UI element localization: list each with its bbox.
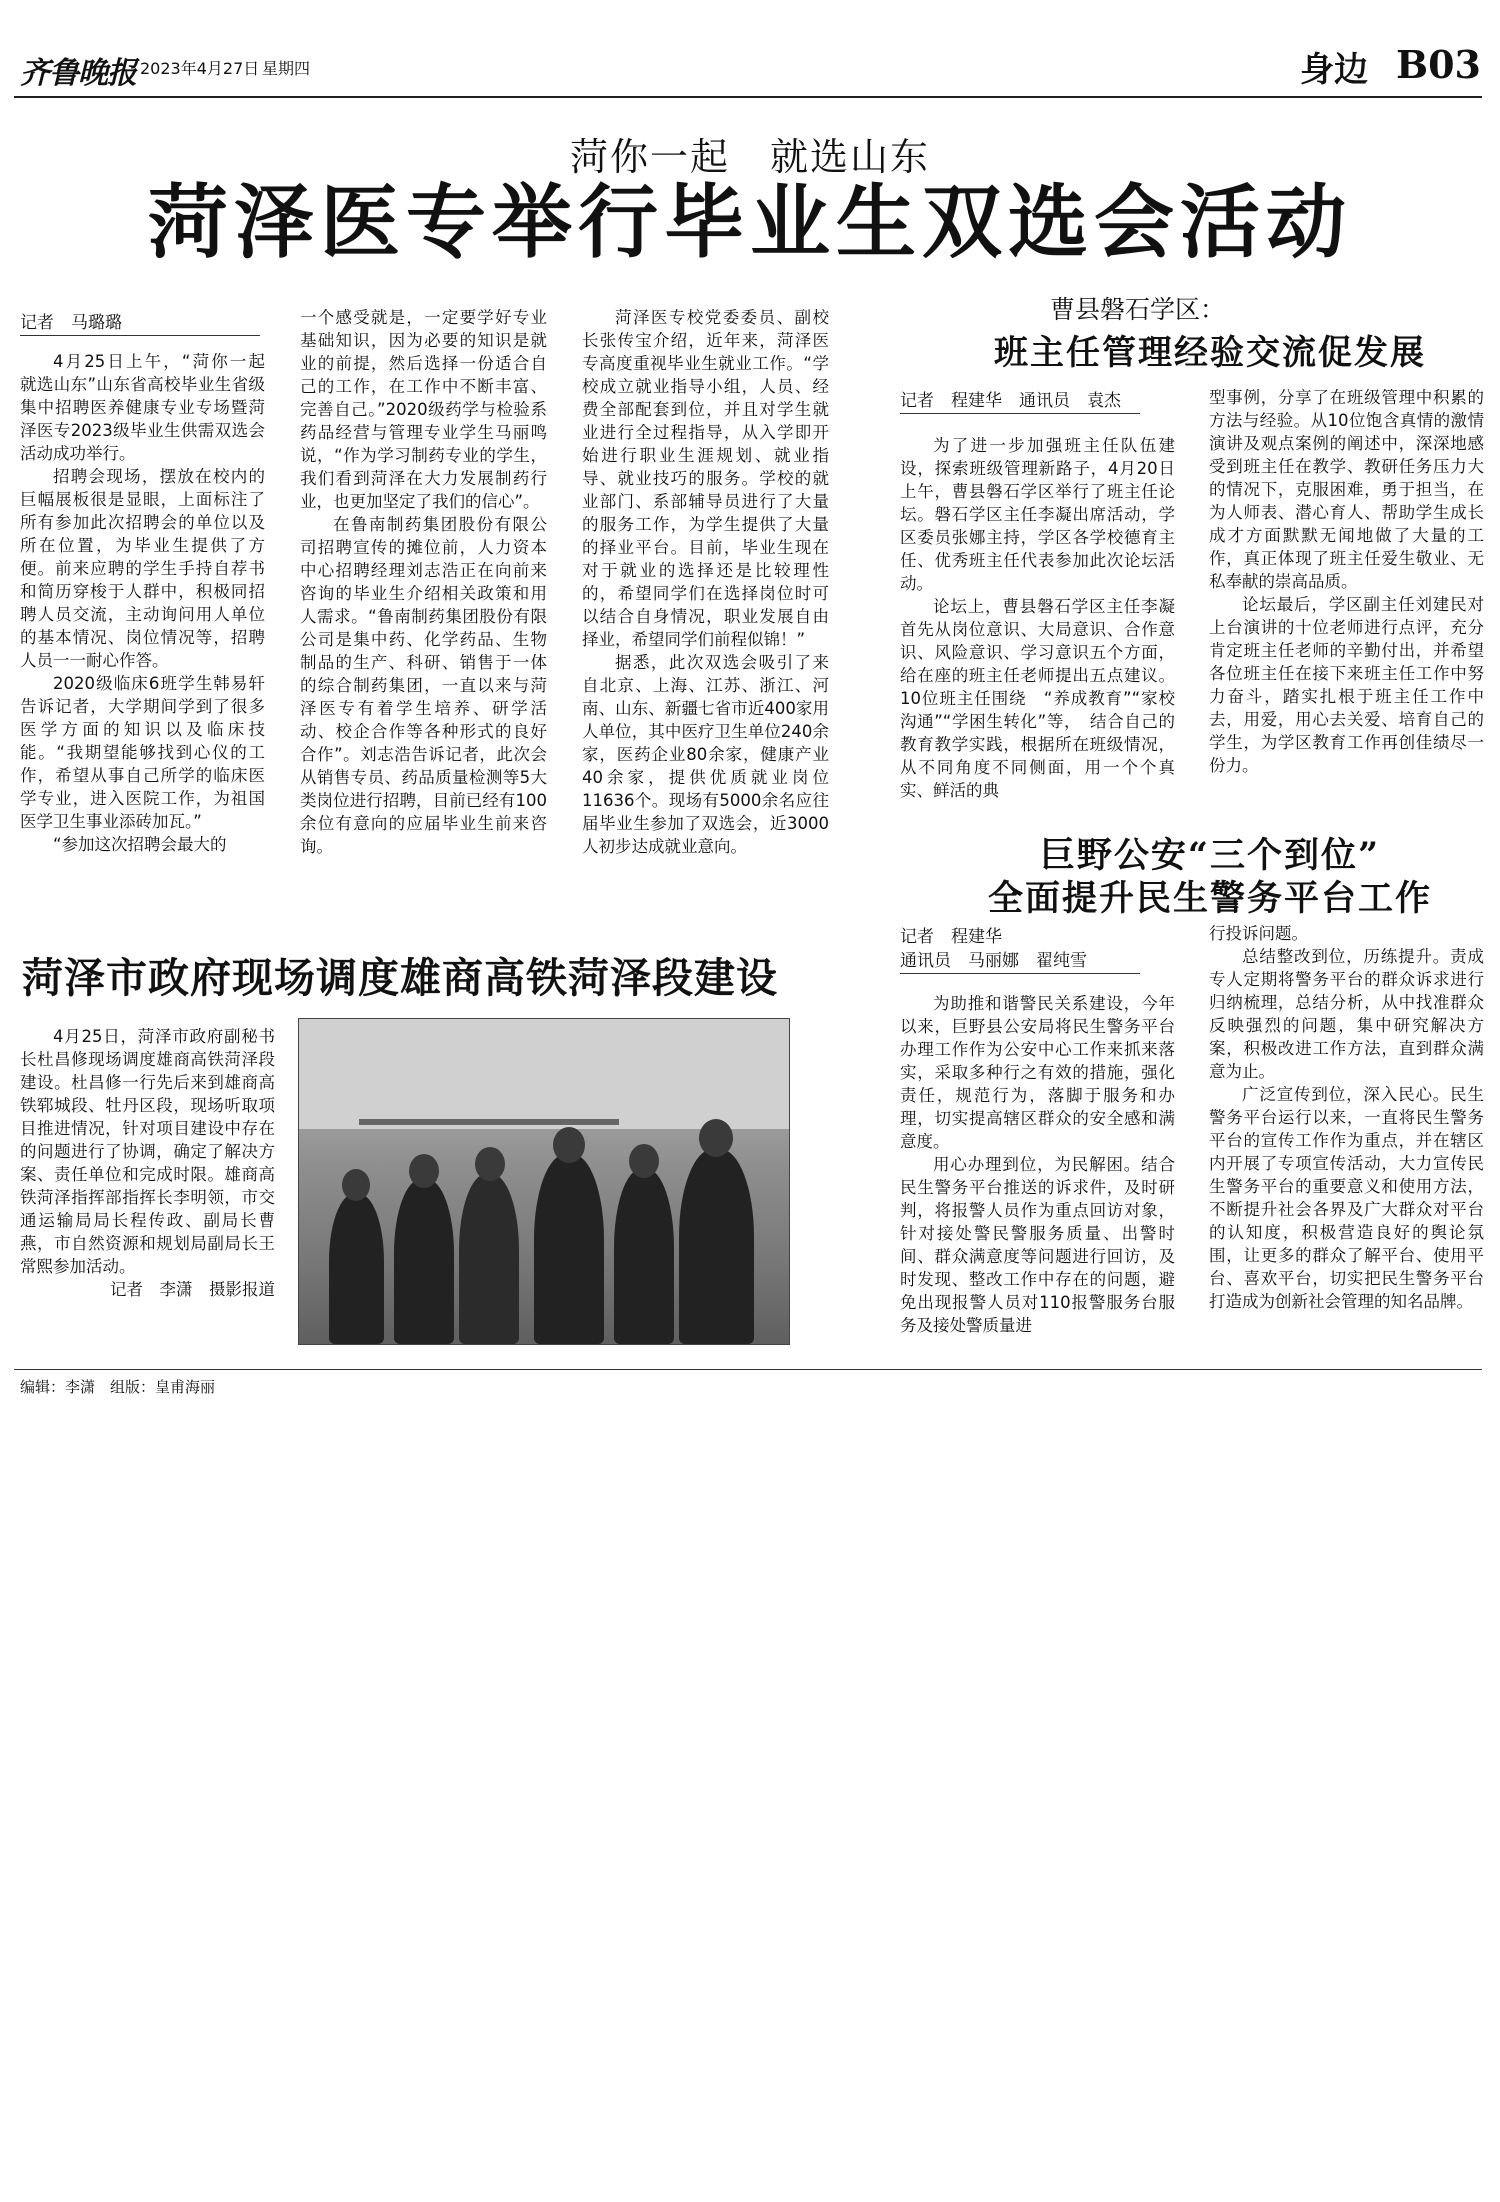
issue-weekday: 星期四 [262, 59, 311, 78]
masthead-rule [14, 96, 1482, 98]
photo-head [342, 1169, 370, 1201]
page-number: B03 [1396, 42, 1481, 87]
article1-column-3 [582, 306, 829, 858]
article1-byline: 记者 马璐璐 [20, 308, 260, 336]
photo-person [534, 1154, 604, 1344]
article1-kicker: 菏你一起 就选山东 [569, 135, 930, 179]
photo-person [394, 1179, 454, 1344]
paragraph: 招聘会现场，摆放在校内的巨幅展板很是显眼，上面标注了所有参加此次招聘会的单位以及所在位置，为毕业生提供了方便。前来应聘的学生手持自荐书和简历穿梭于人群中，积极同招聘人员交流，主动询问用人单位的基本情况、岗位情况等，招聘人员一一耐心作答。 [20, 467, 265, 670]
section-name: 身边 [1300, 50, 1368, 90]
paragraph: 4月25日上午，“菏你一起 就选山东”山东省高校毕业生省级集中招聘医养健康专业专场暨菏泽医专2023级毕业生供需双选会活动成功举行。 [20, 352, 282, 463]
paragraph: 行投诉问题。 [1209, 924, 1308, 943]
paragraph: “参加这次招聘会最大的 [53, 835, 227, 854]
photo-head [699, 1119, 733, 1157]
article4-byline-correspondents: 通讯员 马丽娜 翟纯雪 [900, 946, 1140, 974]
photo-head [475, 1147, 505, 1181]
newspaper-logo: 齐鲁晚报 [20, 56, 136, 91]
paragraph: 用心办理到位，为民解困。结合民生警务平台推送的诉求件，及时研判，将报警人员作为重点回访对象，针对接处警民警服务质量、出警时间、群众满意度等问题进行回访，及时发现、整改工作中存在的问题，避免出现报警人员对110报警服务台服务及接处警质量进 [900, 1155, 1175, 1335]
paragraph: 2020级临床6班学生韩易轩告诉记者，大学期间学到了很多医学方面的知识以及临床技能。“我期望能够找到心仪的工作，希望从事自己所学的临床医学专业，进入医院工作，为祖国医学卫生事业添砖加瓦。” [20, 674, 265, 831]
editor-credit: 编辑：李潇 组版：皇甫海丽 [20, 1378, 216, 1396]
article1-column-1 [20, 350, 282, 856]
photo-head [409, 1154, 439, 1188]
issue-date: 2023年4月27日 [140, 59, 260, 78]
article4-byline-reporter: 记者 程建华 [900, 927, 1002, 947]
paragraph: 为了进一步加强班主任队伍建设，探索班级管理新路子，4月20日上午，曹县磐石学区举行了班主任论坛。磐石学区主任李凝出席活动，学区委员张娜主持，学区各学校德育主任、优秀班主任代表参加此次论坛活动。 [900, 436, 1175, 593]
article4-column-2 [1209, 922, 1484, 1313]
article2-byline: 记者 程建华 通讯员 袁杰 [900, 386, 1140, 414]
photo-person [614, 1169, 674, 1344]
photo-person [679, 1149, 754, 1344]
article3-body [20, 1025, 275, 1301]
article1-column-2 [300, 306, 547, 858]
paragraph: 在鲁南制药集团股份有限公司招聘宣传的摊位前，人力资本中心招聘经理刘志浩正在向前来咨询的毕业生介绍相关政策和用人需求。“鲁南制药集团股份有限公司是集中药、化学药品、生物制品的生产、科研、销售于一体的综合制药集团，一直以来与菏泽医专有着学生培养、研学活动、校企合作等各种形式的良好合作”。刘志浩告诉记者，此次会从销售专员、药品质量检测等5大类岗位进行招聘，目前已经有100余位有意向的应届毕业生前来咨询。 [300, 515, 547, 856]
paragraph: 4月25日，菏泽市政府副秘书长杜昌修现场调度雄商高铁菏泽段建设。杜昌修一行先后来到雄商高铁郓城段、牡丹区段，现场听取项目推进情况，针对项目建设中存在的问题进行了协调，确定了解决方案、责任单位和完成时限。雄商高铁菏泽指挥部指挥长李明领，市交通运输局局长程传政、副局长曹燕，市自然资源和规划局副局长王常熙参加活动。 [20, 1027, 275, 1276]
photo-person [329, 1194, 384, 1344]
paragraph: 论坛最后，学区副主任刘建民对上台演讲的十位老师进行点评，充分肯定班主任老师的辛勤付出，并希望各位班主任在接下来班主任工作中努力奋斗，踏实扎根于班主任工作中去，用爱，用心去关爱、培育自己的学生，为学区教育工作再创佳绩尽一份力。 [1209, 595, 1484, 775]
photo-head [553, 1127, 585, 1163]
article2-column-1 [900, 434, 1175, 802]
article2-column-2 [1209, 386, 1484, 777]
article2-kicker: 曹县磐石学区： [1050, 295, 1226, 324]
article4-headline-line1: 巨野公安“三个到位” [1039, 835, 1381, 876]
paragraph: 论坛上，曹县磐石学区主任李凝首先从岗位意识、大局意识、合作意识、风险意识、学习意识五个方面，给在座的班主任老师提出五点建议。10位班主任围绕 “养成教育”“家校沟通”“学困生转化”等， 结合自己的教育教学实践，根据所在班级情况，从不同角度不同侧面，用一个个真实、鲜活的典 [900, 597, 1175, 800]
paragraph: 菏泽医专校党委委员、副校长张传宝介绍，近年来，菏泽医专高度重视毕业生就业工作。“学校成立就业指导小组，人员、经费全部配套到位，并且对学生就业进行全过程指导，从入学即开始进行职业生涯规划、就业指导、就业技巧的服务。学校的就业部门、系部辅导员进行了大量的服务工作，为学生提供了大量的择业平台。目前，毕业生现在对于就业的选择还是比较理性的，希望同学们在选择岗位时可以结合自身情况，职业发展自由择业，希望同学们前程似锦！” [582, 308, 829, 649]
article1-headline: 菏泽医专举行毕业生双选会活动 [148, 175, 1352, 269]
paragraph: 总结整改到位，历练提升。责成专人定期将警务平台的群众诉求进行归纳梳理，总结分析，从中找准群众反映强烈的问题，集中研究解决方案，积极改进工作方法，直到群众满意为止。 [1209, 947, 1484, 1081]
paragraph: 型事例，分享了在班级管理中积累的方法与经验。从10位饱含真情的激情演讲及观点案例的阐述中，深深地感受到班主任在教学、教研任务压力大的情况下，克服困难，勇于担当，在为人师表、潜心育人、帮助学生成长成才方面默默无闻地做了大量的工作，真正体现了班主任爱生敬业、无私奉献的崇高品质。 [1209, 388, 1484, 591]
paragraph: 为助推和谐警民关系建设，今年以来，巨野县公安局将民生警务平台办理工作作为公安中心工作来抓来落实，采取多种行之有效的措施，强化责任，规范行为，落脚于服务和办理，切实提高辖区群众的安全感和满意度。 [900, 994, 1175, 1151]
paragraph: 广泛宣传到位，深入民心。民生警务平台运行以来，一直将民生警务平台的宣传工作作为重点，并在辖区内开展了专项宣传活动，大力宣传民生警务平台的重要意义和使用方法，不断提升社会各界及广大群众对平台的认知度，积极营造良好的舆论氛围，让更多的群众了解平台、使用平台、喜欢平台，切实把民生警务平台打造成为创新社会管理的知名品牌。 [1209, 1085, 1484, 1311]
photo-background-structure [359, 1039, 619, 1125]
article3-byline: 记者 李潇 摄影报道 [110, 1280, 275, 1299]
article4-headline-line2: 全面提升民生警务平台工作 [987, 878, 1432, 919]
article3-headline: 菏泽市政府现场调度雄商高铁菏泽段建设 [22, 954, 778, 1002]
news-photo [298, 1018, 790, 1345]
footer-rule [14, 1369, 1482, 1370]
paragraph: 据悉，此次双选会吸引了来自北京、上海、江苏、浙江、河南、山东、新疆七省市近400家用人单位，其中医疗卫生单位240余家，医药企业80余家，健康产业40余家，提供优质就业岗位11636个。现场有5000余名应往届毕业生参加了双选会，近3000人初步达成就业意向。 [582, 653, 829, 856]
photo-head [629, 1144, 659, 1178]
article2-headline: 班主任管理经验交流促发展 [994, 333, 1426, 373]
photo-person [459, 1174, 519, 1344]
paragraph: 一个感受就是，一定要学好专业基础知识，因为必要的知识是就业的前提，然后选择一份适合自己的工作，在工作中不断丰富、完善自己。”2020级药学与检验系药品经营与管理专业学生马丽鸣说，“作为学习制药专业的学生，我们看到菏泽在大力发展制药行业，也更加坚定了我们的信心”。 [300, 308, 547, 511]
article4-column-1 [900, 992, 1175, 1337]
